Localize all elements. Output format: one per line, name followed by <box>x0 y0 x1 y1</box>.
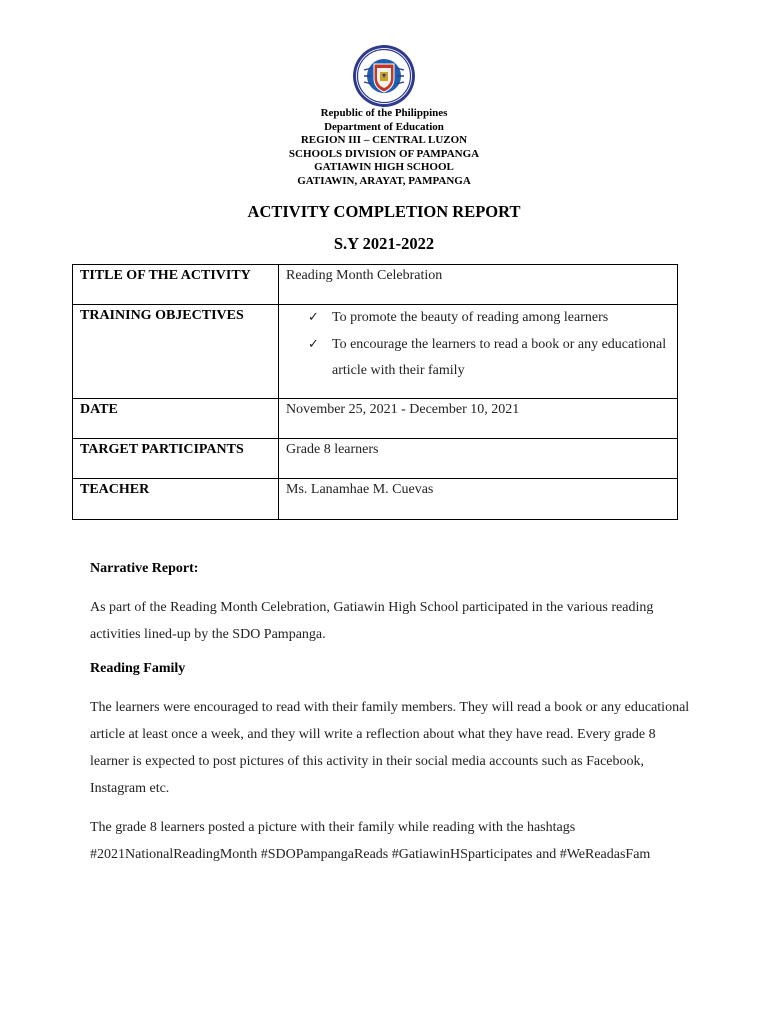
training-objectives-label: TRAINING OBJECTIVES <box>73 305 279 399</box>
report-title: ACTIVITY COMPLETION REPORT <box>247 202 521 221</box>
letterhead-school: GATIAWIN HIGH SCHOOL <box>314 161 454 174</box>
deped-seal-logo <box>352 44 416 108</box>
date-value: November 25, 2021 - December 10, 2021 <box>279 399 678 439</box>
letterhead-republic: Republic of the Philippines <box>320 107 448 119</box>
letterhead <box>0 107 768 189</box>
objective-item <box>308 305 670 332</box>
training-objectives-cell <box>279 305 678 399</box>
narrative-intro: As part of the Reading Month Celebration, Gatiawin High School participated in the various reading activities lined-up by the SDO Pampanga. <box>90 600 654 642</box>
table-row <box>73 265 678 305</box>
letterhead-address: GATIAWIN, ARAYAT, PAMPANGA <box>297 174 471 187</box>
objectives-list <box>286 305 670 385</box>
checkmark-icon: ✓ <box>308 310 319 325</box>
date-label: DATE <box>73 399 279 439</box>
table-row <box>73 305 678 399</box>
objective-text: To encourage the learners to read a book or any educational article with their family <box>332 336 667 378</box>
reading-family-heading: Reading Family <box>90 661 186 676</box>
teacher-label: TEACHER <box>73 479 279 520</box>
letterhead-department: Department of Education <box>324 120 444 133</box>
objective-item <box>308 332 670 385</box>
activity-title-value: Reading Month Celebration <box>279 265 678 305</box>
table-row <box>73 439 678 479</box>
report-school-year: S.Y 2021-2022 <box>333 234 435 253</box>
table-row <box>73 479 678 520</box>
target-participants-label: TARGET PARTICIPANTS <box>73 439 279 479</box>
narrative-heading: Narrative Report: <box>90 561 199 576</box>
reading-family-paragraph: The learners were encouraged to read with their family members. They will read a book or any educational article at least once a week, and they will write a reflection about what they have read. Every grade 8 learner is expected to post pictures of this activity in their social media accounts such as Facebook, Instagram etc. <box>90 700 690 796</box>
target-participants-value: Grade 8 learners <box>279 439 678 479</box>
hashtags-paragraph: The grade 8 learners posted a picture with their family while reading with the hashtags #2021NationalReadingMonth #SDOPampangaReads #GatiawinHSparticipates and #WeReadasFam <box>90 820 651 862</box>
checkmark-icon: ✓ <box>308 336 319 352</box>
teacher-value: Ms. Lanamhae M. Cuevas <box>279 479 678 520</box>
objective-text: To promote the beauty of reading among learners <box>332 310 609 325</box>
activity-title-label: TITLE OF THE ACTIVITY <box>73 265 279 305</box>
seal-graphic <box>352 44 416 108</box>
table-row <box>73 399 678 439</box>
narrative-section <box>90 560 690 880</box>
activity-info-table <box>72 264 678 520</box>
letterhead-division: SCHOOLS DIVISION OF PAMPANGA <box>288 147 480 160</box>
letterhead-region: REGION III – CENTRAL LUZON <box>300 134 468 147</box>
